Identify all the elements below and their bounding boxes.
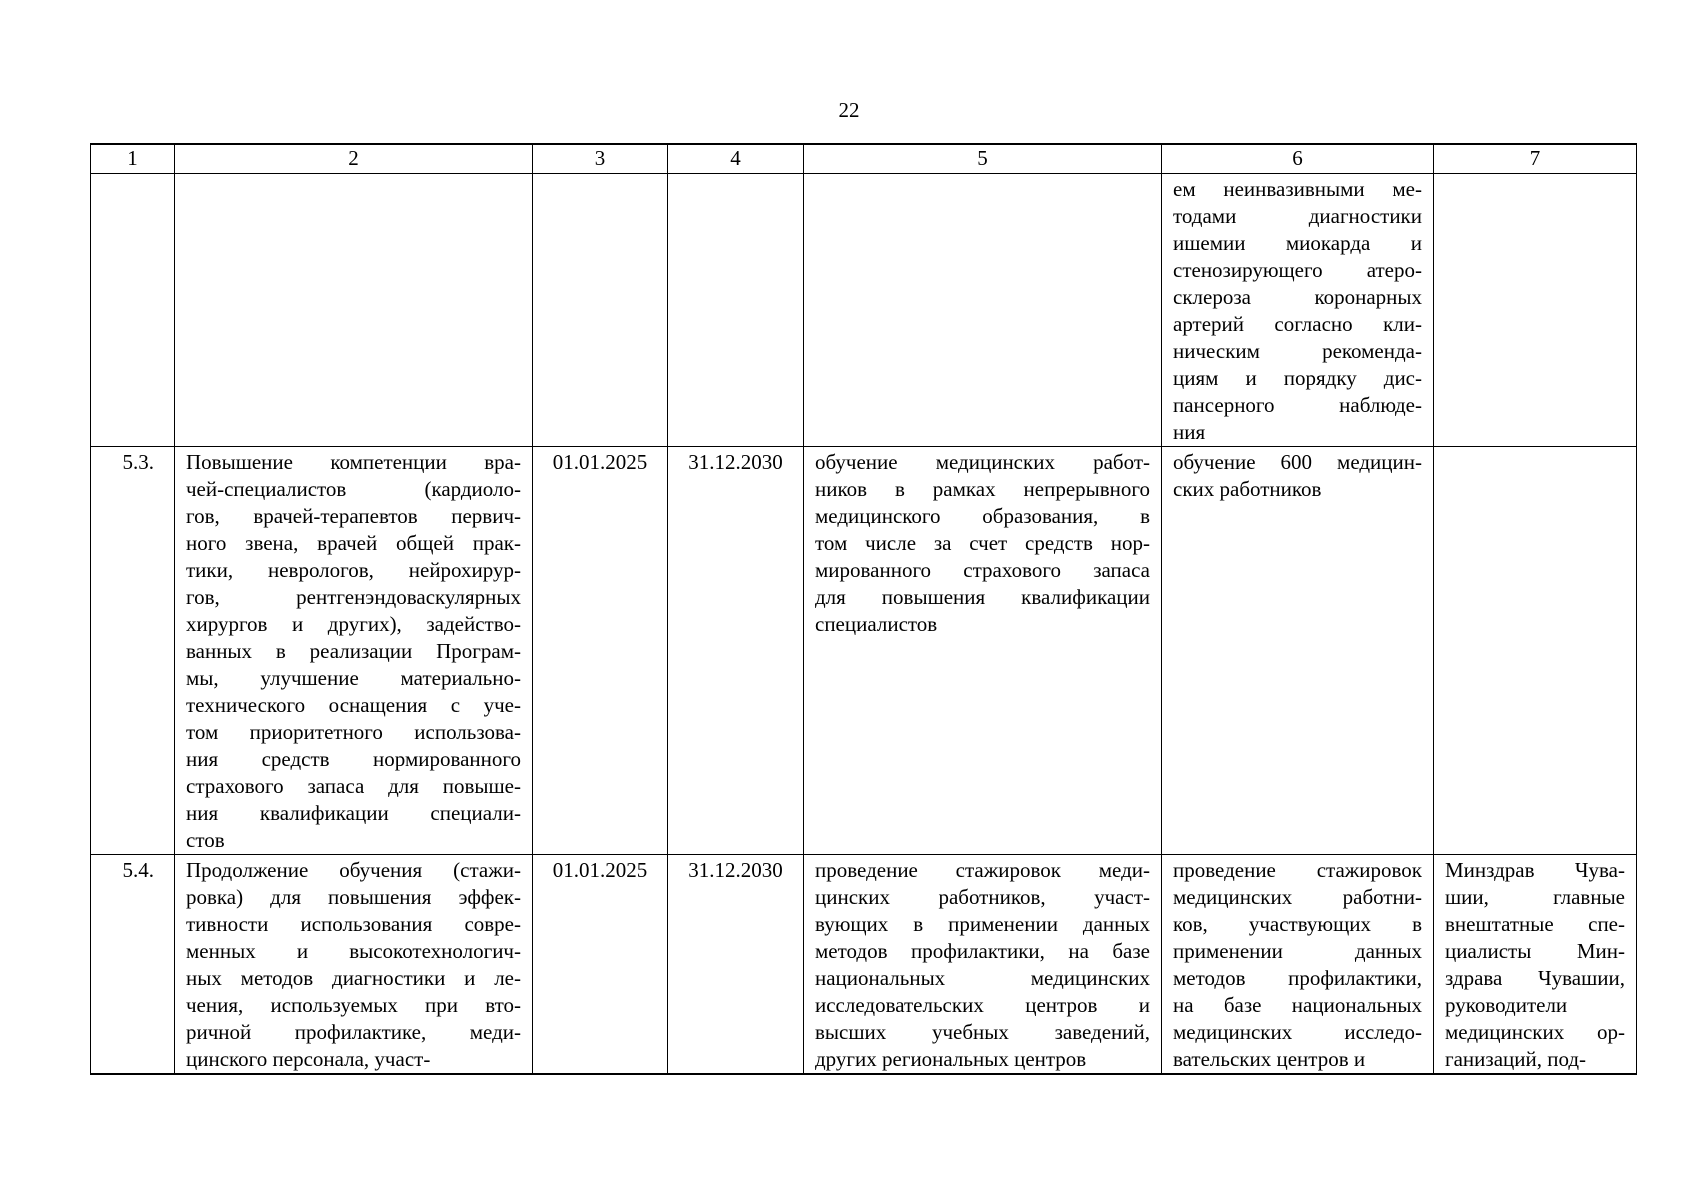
cell-text-line: медицинских ор- [1445,1020,1625,1044]
column-number-header-row [91,144,1637,174]
cell-text-line: внештатные спе- [1445,912,1625,936]
end-date-cell [668,174,804,447]
cell-text-line: ников в рамках непрерывного [815,477,1150,501]
cell-text-line: здрава Чувашии, [1445,966,1625,990]
start-date-cell [533,174,668,447]
cell-text-line: высших учебных заведений, [815,1020,1150,1044]
measure-name-cell [175,855,533,1075]
cell-text-line: ванных в реализации Програм- [186,639,521,663]
cell-text-line: для повышения квалификации [815,585,1150,609]
responsible-cell [1434,447,1637,855]
cell-text-line: ровка) для повышения эффек- [186,885,521,909]
measure-name-cell [175,447,533,855]
column-header: 2 [175,144,533,174]
cell-text-line: стенозирующего атеро- [1173,258,1422,282]
cell-text-line: Минздрав Чува- [1445,858,1625,882]
cell-text-line: ричной профилактике, меди- [186,1020,521,1044]
cell-text-line: методов профилактики, [1173,966,1422,990]
cell-text-line: циям и порядку дис- [1173,366,1422,390]
cell-text-line: на базе национальных [1173,993,1422,1017]
cell-text-line: тивности использования совре- [186,912,521,936]
cell-text-line: национальных медицинских [815,966,1150,990]
table-row [91,447,1637,855]
cell-text-line: вательских центров и [1173,1047,1366,1071]
cell-text-line: обучение 600 медицин- [1173,450,1422,474]
cell-text-line: артерий согласно кли- [1173,312,1422,336]
cell-text-line: медицинских исследо- [1173,1020,1422,1044]
cell-text-line: циалисты Мин- [1445,939,1625,963]
cell-text-line: гов, рентгенэндоваскулярных [186,585,521,609]
cell-text-line: ных методов диагностики и ле- [186,966,521,990]
indicator-cell [1162,855,1434,1075]
cell-text-line: ния средств нормированного [186,747,521,771]
page-number: 22 [838,98,860,122]
cell-text-line: склероза коронарных [1173,285,1422,309]
responsible-cell [1434,855,1637,1075]
cell-text-line: других региональных центров [815,1047,1087,1071]
column-header: 4 [668,144,804,174]
cell-text-line: том приоритетного использова- [186,720,521,744]
cell-text-line: мированного страхового запаса [815,558,1150,582]
cell-text-line: ишемии миокарда и [1173,231,1422,255]
cell-text-line: гов, врачей-терапевтов первич- [186,504,521,528]
end-date-cell: 31.12.2030 [668,855,804,1075]
row-number-cell: 5.3. [91,447,175,855]
cell-text-line: обучение медицинских работ- [815,450,1150,474]
cell-text-line: цинских работников, участ- [815,885,1150,909]
start-date-cell: 01.01.2025 [533,447,668,855]
cell-text-line: ганизаций, под- [1445,1047,1587,1071]
cell-text-line: вующих в применении данных [815,912,1150,936]
end-date-cell: 31.12.2030 [668,447,804,855]
start-date-cell: 01.01.2025 [533,855,668,1075]
row-number-cell [91,174,175,447]
cell-text-line: том числе за счет средств нор- [815,531,1150,555]
column-header: 1 [91,144,175,174]
cell-text-line: руководители [1445,993,1568,1017]
cell-text-line: Продолжение обучения (стажи- [186,858,521,882]
cell-text-line: проведение стажировок [1173,858,1422,882]
column-header: 7 [1434,144,1637,174]
cell-text-line: технического оснащения с уче- [186,693,521,717]
indicator-cell [1162,447,1434,855]
cell-text-line: специалистов [815,612,938,636]
cell-text-line: тодами диагностики [1173,204,1422,228]
cell-text-line: ских работников [1173,477,1322,501]
row-number-cell: 5.4. [91,855,175,1075]
cell-text-line: стов [186,828,225,852]
cell-text-line: ков, участвующих в [1173,912,1422,936]
column-header: 5 [804,144,1162,174]
expected-result-cell [804,855,1162,1075]
cell-text-line: менных и высокотехнологич- [186,939,521,963]
indicator-cell [1162,174,1434,447]
cell-text-line: применении данных [1173,939,1422,963]
cell-text-line: Повышение компетенции вра- [186,450,521,474]
cell-text-line: ния [1173,420,1206,444]
cell-text-line: ническим рекоменда- [1173,339,1422,363]
cell-text-line: ного звена, врачей общей прак- [186,531,521,555]
cell-text-line: пансерного наблюде- [1173,393,1422,417]
cell-text-line: шии, главные [1445,885,1625,909]
measure-name-cell [175,174,533,447]
cell-text-line: цинского персонала, участ- [186,1047,431,1071]
cell-text-line: медицинского образования, в [815,504,1150,528]
cell-text-line: ем неинвазивными ме- [1173,177,1422,201]
cell-text-line: чей-специалистов (кардиоло- [186,477,521,501]
cell-text-line: ния квалификации специали- [186,801,521,825]
cell-text-line: хирургов и других), задейство- [186,612,521,636]
column-header: 3 [533,144,668,174]
cell-text-line: методов профилактики, на базе [815,939,1150,963]
table-row [91,174,1637,447]
measures-table [90,143,1637,1075]
cell-text-line: тики, неврологов, нейрохирур- [186,558,521,582]
table-row [91,855,1637,1075]
cell-text-line: страхового запаса для повыше- [186,774,521,798]
expected-result-cell [804,447,1162,855]
expected-result-cell [804,174,1162,447]
cell-text-line: медицинских работни- [1173,885,1422,909]
column-header: 6 [1162,144,1434,174]
cell-text-line: чения, используемых при вто- [186,993,521,1017]
cell-text-line: мы, улучшение материально- [186,666,521,690]
cell-text-line: исследовательских центров и [815,993,1150,1017]
responsible-cell [1434,174,1637,447]
cell-text-line: проведение стажировок меди- [815,858,1150,882]
